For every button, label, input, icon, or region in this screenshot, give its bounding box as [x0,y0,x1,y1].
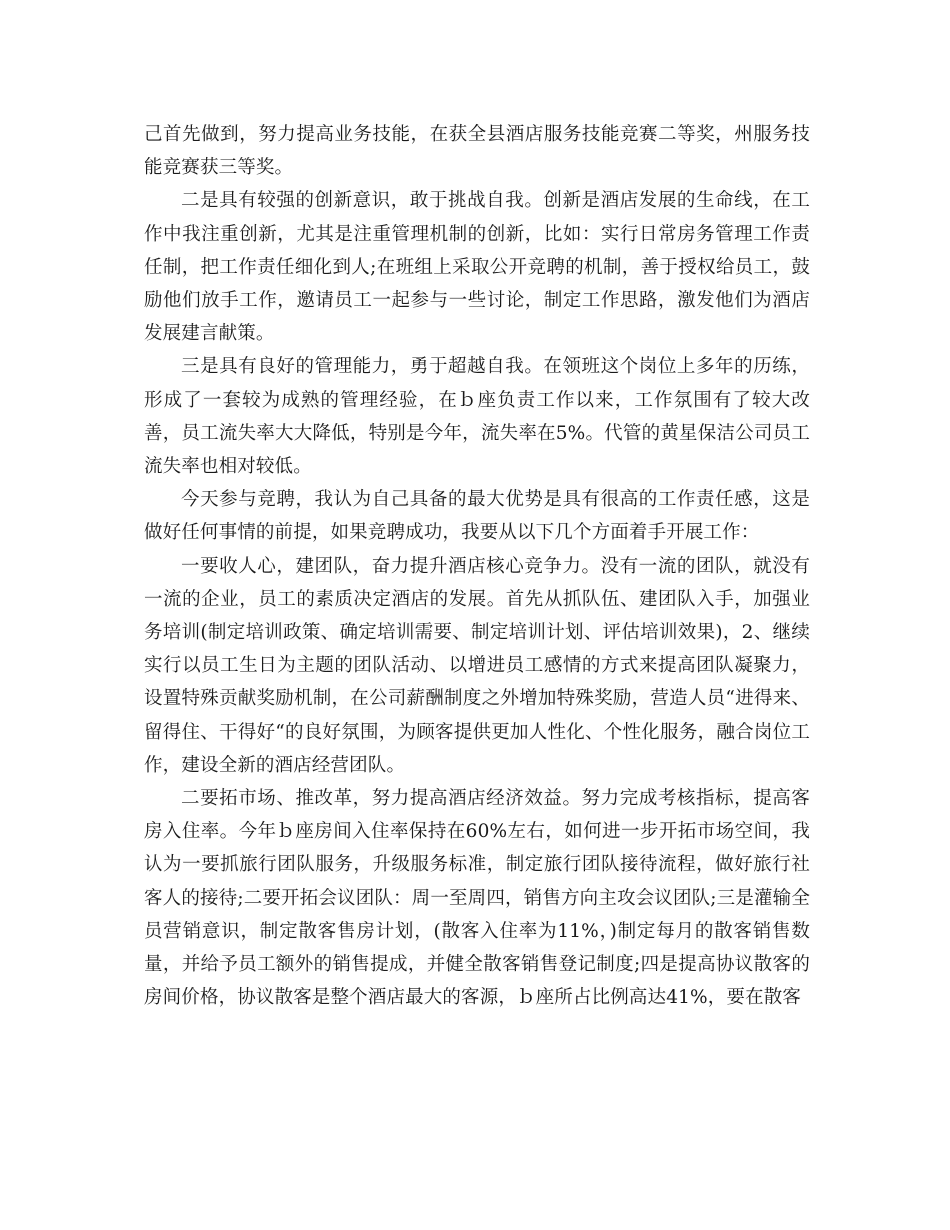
paragraph-1: 己首先做到，努力提高业务技能，在获全县酒店服务技能竞赛二等奖，州服务技能竞赛获三等奖。 [144,124,810,179]
paragraph-4: 今天参与竞聘，我认为自己具备的最大优势是具有很高的工作责任感，这是做好任何事情的前提，如果竞聘成功，我要从以下几个方面着手开展工作： [144,489,810,544]
paragraph-3: 三是具有良好的管理能力，勇于超越自我。在领班这个岗位上多年的历练，形成了一套较为成熟的管理经验，在ｂ座负责工作以来，工作氛围有了较大改善，员工流失率大大降低，特别是今年，流失率在5%。代管的黄星保洁公司员工流失率也相对较低。 [144,356,810,478]
paragraph-2: 二是具有较强的创新意识，敢于挑战自我。创新是酒店发展的生命线，在工作中我注重创新，尤其是注重管理机制的创新，比如：实行日常房务管理工作责任制，把工作责任细化到人;在班组上采取公开竞聘的机制，善于授权给员工，鼓励他们放手工作，邀请员工一起参与一些讨论，制定工作思路，激发他们为酒店发展建言献策。 [144,190,810,345]
paragraph-5: 一要收人心，建团队，奋力提升酒店核心竞争力。没有一流的团队，就没有一流的企业，员工的素质决定酒店的发展。首先从抓队伍、建团队入手，加强业务培训(制定培训政策、确定培训需要、制定培训计划、评估培训效果)，2、继续实行以员工生日为主题的团队活动、以增进员工感情的方式来提高团队凝聚力，设置特殊贡献奖励机制，在公司薪酬制度之外增加特殊奖励，营造人员“进得来、留得住、干得好“的良好氛围，为顾客提供更加人性化、个性化服务，融合岗位工作，建设全新的酒店经营团队。 [144,555,810,776]
paragraph-6: 二要拓市场、推改革，努力提高酒店经济效益。努力完成考核指标，提高客房入住率。今年ｂ座房间入住率保持在60%左右，如何进一步开拓市场空间，我认为一要抓旅行团队服务，升级服务标准，制定旅行团队接待流程，做好旅行社客人的接待;二要开拓会议团队：周一至周四，销售方向主攻会议团队;三是灌输全员营销意识，制定散客售房计划，(散客入住率为11%，)制定每月的散客销售数量，并给予员工额外的销售提成，并健全散客销售登记制度;四是提高协议散客的房间价格，协议散客是整个酒店最大的客源，ｂ座所占比例高达41%，要在散客 [144,788,810,1009]
document-body [144,118,810,1014]
